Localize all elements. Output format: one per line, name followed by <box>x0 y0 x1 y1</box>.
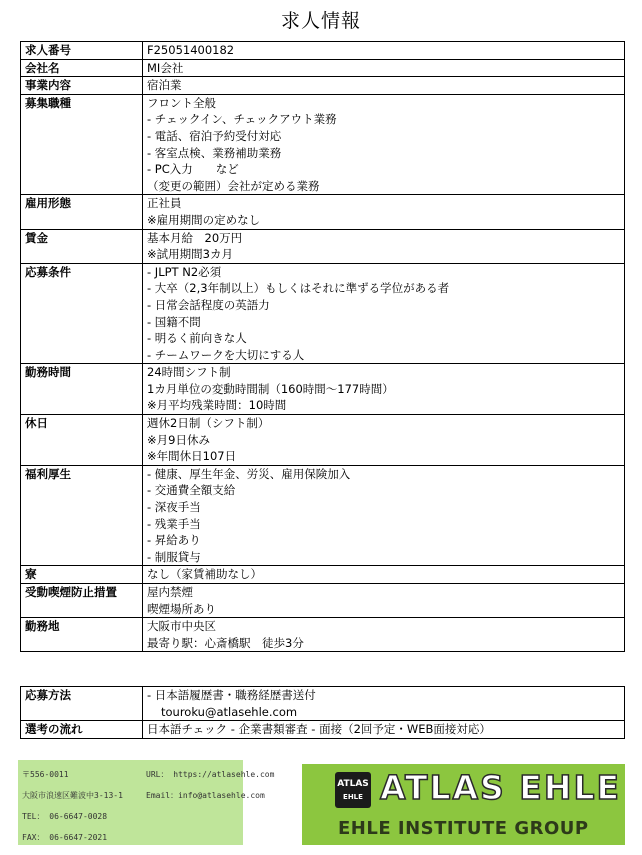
row-label: 受動喫煙防止措置 <box>21 584 143 618</box>
value-line: - 残業手当 <box>147 516 201 531</box>
value-line: - 制服貸与 <box>147 549 201 564</box>
row-label-selection-flow: 選考の流れ <box>21 721 143 739</box>
page-title: 求人情報 <box>280 10 361 32</box>
row-value <box>143 263 625 364</box>
value-line: F25051400182 <box>147 43 235 57</box>
row-value <box>143 59 625 77</box>
table-row <box>21 721 625 739</box>
value-line: - 電話、宿泊予約受付対応 <box>147 128 282 143</box>
row-value <box>143 77 625 95</box>
application-email-link[interactable]: touroku@atlasehle.com <box>161 704 298 719</box>
address: 大阪市浪速区難波中3-13-1 <box>22 791 123 800</box>
table-row <box>21 263 625 364</box>
value-line: - 大卒（2,3年制以上）もしくはそれに準ずる学位がある者 <box>147 281 450 296</box>
row-label: 事業内容 <box>21 77 143 95</box>
value-line: - 昇給あり <box>147 533 201 548</box>
row-label: 雇用形態 <box>21 195 143 229</box>
value-line: 週休2日制（シフト制） <box>147 416 270 431</box>
job-info-table <box>20 41 625 652</box>
row-label: 休日 <box>21 415 143 466</box>
logo-text-bottom: EHLE <box>343 793 363 801</box>
table-row <box>21 465 625 566</box>
logo-text-top: ATLAS <box>337 779 369 789</box>
table-row <box>21 566 625 584</box>
table-row <box>21 195 625 229</box>
value-line: （変更の範囲）会社が定める業務 <box>147 178 320 193</box>
value-line: 24時間シフト制 <box>147 365 231 380</box>
value-line: - チェックイン、チェックアウト業務 <box>147 112 337 127</box>
row-label-application-method: 応募方法 <box>21 687 143 721</box>
value-line: - 深夜手当 <box>147 500 201 515</box>
table-row <box>21 94 625 195</box>
value-line: 1カ月単位の変動時間制（160時間～177時間） <box>147 381 394 396</box>
table-row <box>21 687 625 721</box>
value-line: MI会社 <box>147 60 184 75</box>
table-row <box>21 42 625 60</box>
postal-code: 〒556-0011 <box>22 770 69 779</box>
email-link[interactable]: Email：info@atlasehle.com <box>146 791 265 800</box>
row-value-application-method <box>143 687 625 721</box>
table-row <box>21 618 625 652</box>
phone-number: TEL： 06-6647-0028 <box>22 812 108 821</box>
row-value <box>143 584 625 618</box>
value-line: 大阪市中央区 <box>147 619 216 634</box>
atlas-ehle-logo-icon <box>335 772 371 808</box>
table-row <box>21 77 625 95</box>
table-row <box>21 415 625 466</box>
row-value <box>143 195 625 229</box>
value-line: ※月9日休み <box>147 432 210 447</box>
application-method-text: - 日本語履歴書・職務経歴書送付 <box>147 688 316 702</box>
row-label: 福利厚生 <box>21 465 143 566</box>
row-label: 賃金 <box>21 229 143 263</box>
row-value <box>143 42 625 60</box>
value-line: - 交通費全額支給 <box>147 483 236 498</box>
value-line: 最寄り駅：心斎橋駅 徒歩3分 <box>147 635 304 650</box>
value-line: フロント全般 <box>147 95 216 110</box>
value-line: - JLPT N2必須 <box>147 264 222 279</box>
row-label: 求人番号 <box>21 42 143 60</box>
table-row <box>21 584 625 618</box>
application-table <box>20 686 625 739</box>
row-label: 募集職種 <box>21 94 143 195</box>
row-value <box>143 94 625 195</box>
value-line: 宿泊業 <box>147 78 182 93</box>
row-value <box>143 566 625 584</box>
value-line: 基本月給 20万円 <box>147 230 243 245</box>
value-line: ※試用期間3カ月 <box>147 247 233 262</box>
row-label: 応募条件 <box>21 263 143 364</box>
value-line: なし（家賃補助なし） <box>147 567 262 582</box>
value-line: - 国籍不問 <box>147 314 201 329</box>
value-line: ※月平均残業時間：10時間 <box>147 398 287 413</box>
row-label: 勤務時間 <box>21 364 143 415</box>
value-line: - 客室点検、業務補助業務 <box>147 145 282 160</box>
row-value <box>143 229 625 263</box>
row-value <box>143 465 625 566</box>
row-value-selection-flow: 日本語チェック - 企業書類審査 - 面接（2回予定・WEB面接対応） <box>143 721 625 739</box>
brand-banner <box>302 764 625 845</box>
brand-subtitle: EHLE INSTITUTE GROUP <box>338 818 589 839</box>
row-value <box>143 415 625 466</box>
fax-number: FAX： 06-6647-2021 <box>22 833 108 842</box>
value-line: - 日常会話程度の英語力 <box>147 297 270 312</box>
website-link[interactable]: URL： https://atlasehle.com <box>146 770 275 779</box>
value-line: 屋内禁煙 <box>147 585 193 599</box>
value-line: - チームワークを大切にする人 <box>147 347 305 362</box>
value-line: - 健康、厚生年金、労災、雇用保険加入 <box>147 466 351 481</box>
row-value <box>143 618 625 652</box>
table-row <box>21 59 625 77</box>
row-label: 会社名 <box>21 59 143 77</box>
table-row <box>21 364 625 415</box>
value-line: - 明るく前向きな人 <box>147 331 247 346</box>
value-line: 正社員 <box>147 196 182 211</box>
value-line: - PC入力 など <box>147 162 239 177</box>
row-value <box>143 364 625 415</box>
brand-name: ATLAS EHLE <box>380 768 622 807</box>
value-line: ※雇用期間の定めなし <box>147 212 261 227</box>
value-line: ※年間休日107日 <box>147 449 237 464</box>
row-label: 勤務地 <box>21 618 143 652</box>
table-row <box>21 229 625 263</box>
value-line: 喫煙場所あり <box>147 601 216 616</box>
row-label: 寮 <box>21 566 143 584</box>
contact-info-panel <box>18 760 275 845</box>
